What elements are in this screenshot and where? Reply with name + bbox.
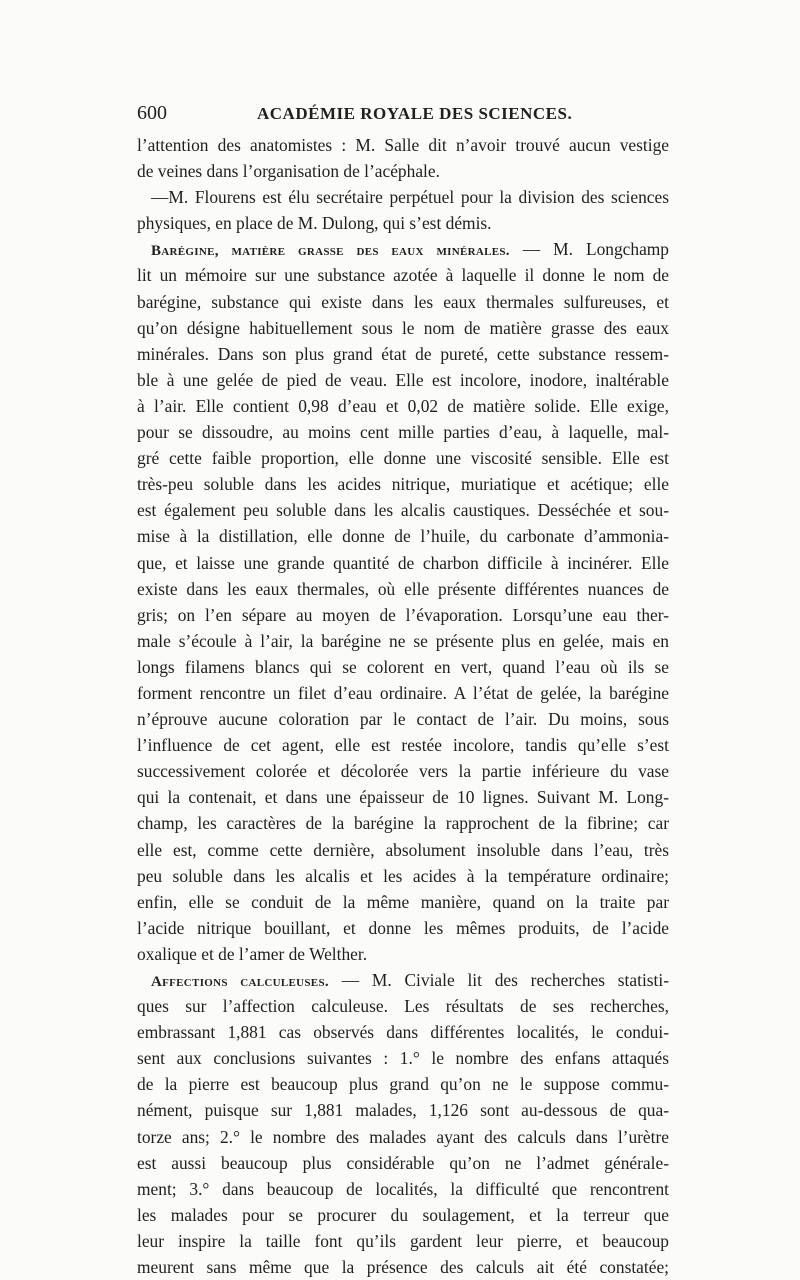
text-line bbox=[137, 367, 669, 393]
line-text: — M. Civiale lit des recherches statisti- bbox=[328, 970, 669, 990]
running-title: ACADÉMIE ROYALE DES SCIENCES. bbox=[257, 104, 573, 123]
text-line bbox=[137, 393, 669, 419]
page-header bbox=[137, 102, 669, 128]
line-text: l’acide nitrique bouillant, et donne les mêmes produits, de l’acide bbox=[137, 917, 669, 938]
text-line bbox=[137, 706, 669, 732]
line-text: male s’écoule à l’air, la barégine ne se présente plus en gelée, mais en bbox=[137, 630, 669, 651]
text-line bbox=[137, 941, 669, 967]
line-text: est aussi beaucoup plus considérable qu’on ne l’admet générale- bbox=[137, 1152, 669, 1173]
line-text: très-peu soluble dans les acides nitrique, muriatique et acétique; elle bbox=[137, 474, 669, 495]
line-text: qui la contenait, et dans une épaisseur de 10 lignes. Suivant M. Long- bbox=[137, 787, 669, 808]
line-text: physiques, en place de M. Dulong, qui s’est démis. bbox=[137, 213, 492, 234]
line-text: nément, puisque sur 1,881 malades, 1,126 sont au-dessous de qua- bbox=[137, 1100, 669, 1121]
text-line bbox=[137, 132, 669, 158]
text-line bbox=[137, 315, 669, 341]
line-text: — M. Longchamp bbox=[509, 239, 669, 260]
line-text: de la pierre est beaucoup plus grand qu’on ne le suppose commu- bbox=[137, 1074, 669, 1095]
text-line bbox=[137, 1124, 669, 1150]
line-text: torze ans; 2.° le nombre des malades ayant des calculs dans l’urètre bbox=[137, 1126, 669, 1147]
line-text: que, et laisse une grande quantité de charbon difficile à incinérer. Elle bbox=[137, 552, 669, 573]
text-line bbox=[137, 889, 669, 915]
text-line bbox=[137, 289, 669, 315]
line-text: elle est, comme cette dernière, absolument insoluble dans l’eau, très bbox=[137, 839, 669, 860]
line-text: de veines dans l’organisation de l’acéphale. bbox=[137, 161, 440, 182]
text-line bbox=[137, 602, 669, 628]
text-line bbox=[137, 1150, 669, 1176]
body-text bbox=[137, 132, 669, 1280]
text-line bbox=[137, 445, 669, 471]
line-text: embrassant 1,881 cas observés dans différentes localités, le condui- bbox=[137, 1022, 669, 1043]
line-text: est également peu soluble dans les alcalis caustiques. Desséchée et sou- bbox=[137, 500, 669, 521]
line-text: gré cette faible proportion, elle donne une viscosité sensible. Elle est bbox=[137, 448, 669, 469]
line-text: enfin, elle se conduit de la même manière, quand on la traite par bbox=[137, 891, 669, 912]
line-text: l’influence de cet agent, elle est restée incolore, tandis qu’elle s’est bbox=[137, 735, 669, 756]
text-line bbox=[137, 1228, 669, 1254]
line-text: gris; on l’en sépare au moyen de l’évaporation. Lorsqu’une eau ther- bbox=[137, 604, 669, 625]
text-line bbox=[137, 419, 669, 445]
text-line bbox=[137, 523, 669, 549]
line-text: successivement colorée et décolorée vers la partie inférieure du vase bbox=[137, 761, 669, 782]
text-line bbox=[137, 341, 669, 367]
text-line bbox=[137, 576, 669, 602]
text-line bbox=[137, 628, 669, 654]
line-text: ble à une gelée de pied de veau. Elle est incolore, inodore, inaltérable bbox=[137, 369, 669, 390]
line-text: longs filamens blancs qui se colorent en vert, quand l’eau où ils se bbox=[137, 656, 669, 677]
line-text: oxalique et de l’amer de Welther. bbox=[137, 943, 368, 964]
text-line bbox=[137, 1097, 669, 1123]
text-line bbox=[137, 1019, 669, 1045]
line-text: barégine, substance qui existe dans les eaux thermales sulfureuses, et bbox=[137, 291, 669, 312]
line-text: lit un mémoire sur une substance azotée à laquelle il donne le nom de bbox=[137, 265, 669, 286]
line-text: sent aux conclusions suivantes : 1.° le nombre des enfans attaqués bbox=[137, 1048, 669, 1069]
text-line bbox=[137, 1254, 669, 1280]
line-text: les malades pour se procurer du soulagement, et la terreur que bbox=[137, 1204, 669, 1225]
text-line bbox=[137, 810, 669, 836]
line-text: n’éprouve aucune coloration par le contact de l’air. Du moins, sous bbox=[137, 709, 669, 730]
text-line bbox=[137, 915, 669, 941]
line-text: peu soluble dans les alcalis et les acides à la température ordinaire; bbox=[137, 865, 669, 886]
text-line bbox=[137, 184, 669, 210]
line-text: existe dans les eaux thermales, où elle présente différentes nuances de bbox=[137, 578, 669, 599]
line-text: minérales. Dans son plus grand état de pureté, cette substance ressem- bbox=[137, 343, 669, 364]
line-text: ques sur l’affection calculeuse. Les résultats de ses recherches, bbox=[137, 996, 669, 1017]
page-number: 600 bbox=[137, 102, 167, 124]
text-line bbox=[137, 784, 669, 810]
line-text: ment; 3.° dans beaucoup de localités, la difficulté que rencontrent bbox=[137, 1178, 669, 1199]
text-line bbox=[137, 236, 669, 262]
line-text: l’attention des anatomistes : M. Salle dit n’avoir trouvé aucun vestige bbox=[137, 135, 669, 155]
text-line bbox=[137, 262, 669, 288]
text-line bbox=[137, 837, 669, 863]
section-heading: Affections calculeuses. bbox=[151, 974, 329, 990]
text-line bbox=[137, 993, 669, 1019]
text-line bbox=[137, 654, 669, 680]
line-text: forment rencontre un filet d’eau ordinaire. A l’état de gelée, la barégine bbox=[137, 682, 669, 703]
text-line bbox=[137, 1176, 669, 1202]
text-line bbox=[137, 967, 669, 993]
line-text: à l’air. Elle contient 0,98 d’eau et 0,02 de matière solide. Elle exige, bbox=[137, 395, 669, 416]
text-line bbox=[137, 550, 669, 576]
line-text: leur inspire la taille font qu’ils gardent leur pierre, et beaucoup bbox=[137, 1230, 669, 1251]
text-line bbox=[137, 497, 669, 523]
line-text: meurent sans même que la présence des calculs ait été constatée; bbox=[137, 1257, 669, 1278]
section-heading: Barégine, matière grasse des eaux minérales. bbox=[151, 243, 510, 260]
line-text: qu’on désigne habituellement sous le nom de matière grasse des eaux bbox=[137, 317, 669, 338]
text-line bbox=[137, 1045, 669, 1071]
text-line bbox=[137, 732, 669, 758]
line-text: mise à la distillation, elle donne de l’huile, du carbonate d’ammonia- bbox=[137, 526, 669, 547]
text-line bbox=[137, 210, 669, 236]
text-line bbox=[137, 863, 669, 889]
line-text: champ, les caractères de la barégine la rapprochent de la fibrine; car bbox=[137, 813, 669, 834]
line-text: pour se dissoudre, au moins cent mille parties d’eau, à laquelle, mal- bbox=[137, 422, 669, 443]
text-line bbox=[137, 471, 669, 497]
line-text: —M. Flourens est élu secrétaire perpétuel pour la division des sciences bbox=[151, 187, 669, 208]
text-line bbox=[137, 158, 669, 184]
text-line bbox=[137, 680, 669, 706]
text-line bbox=[137, 758, 669, 784]
text-line bbox=[137, 1071, 669, 1097]
